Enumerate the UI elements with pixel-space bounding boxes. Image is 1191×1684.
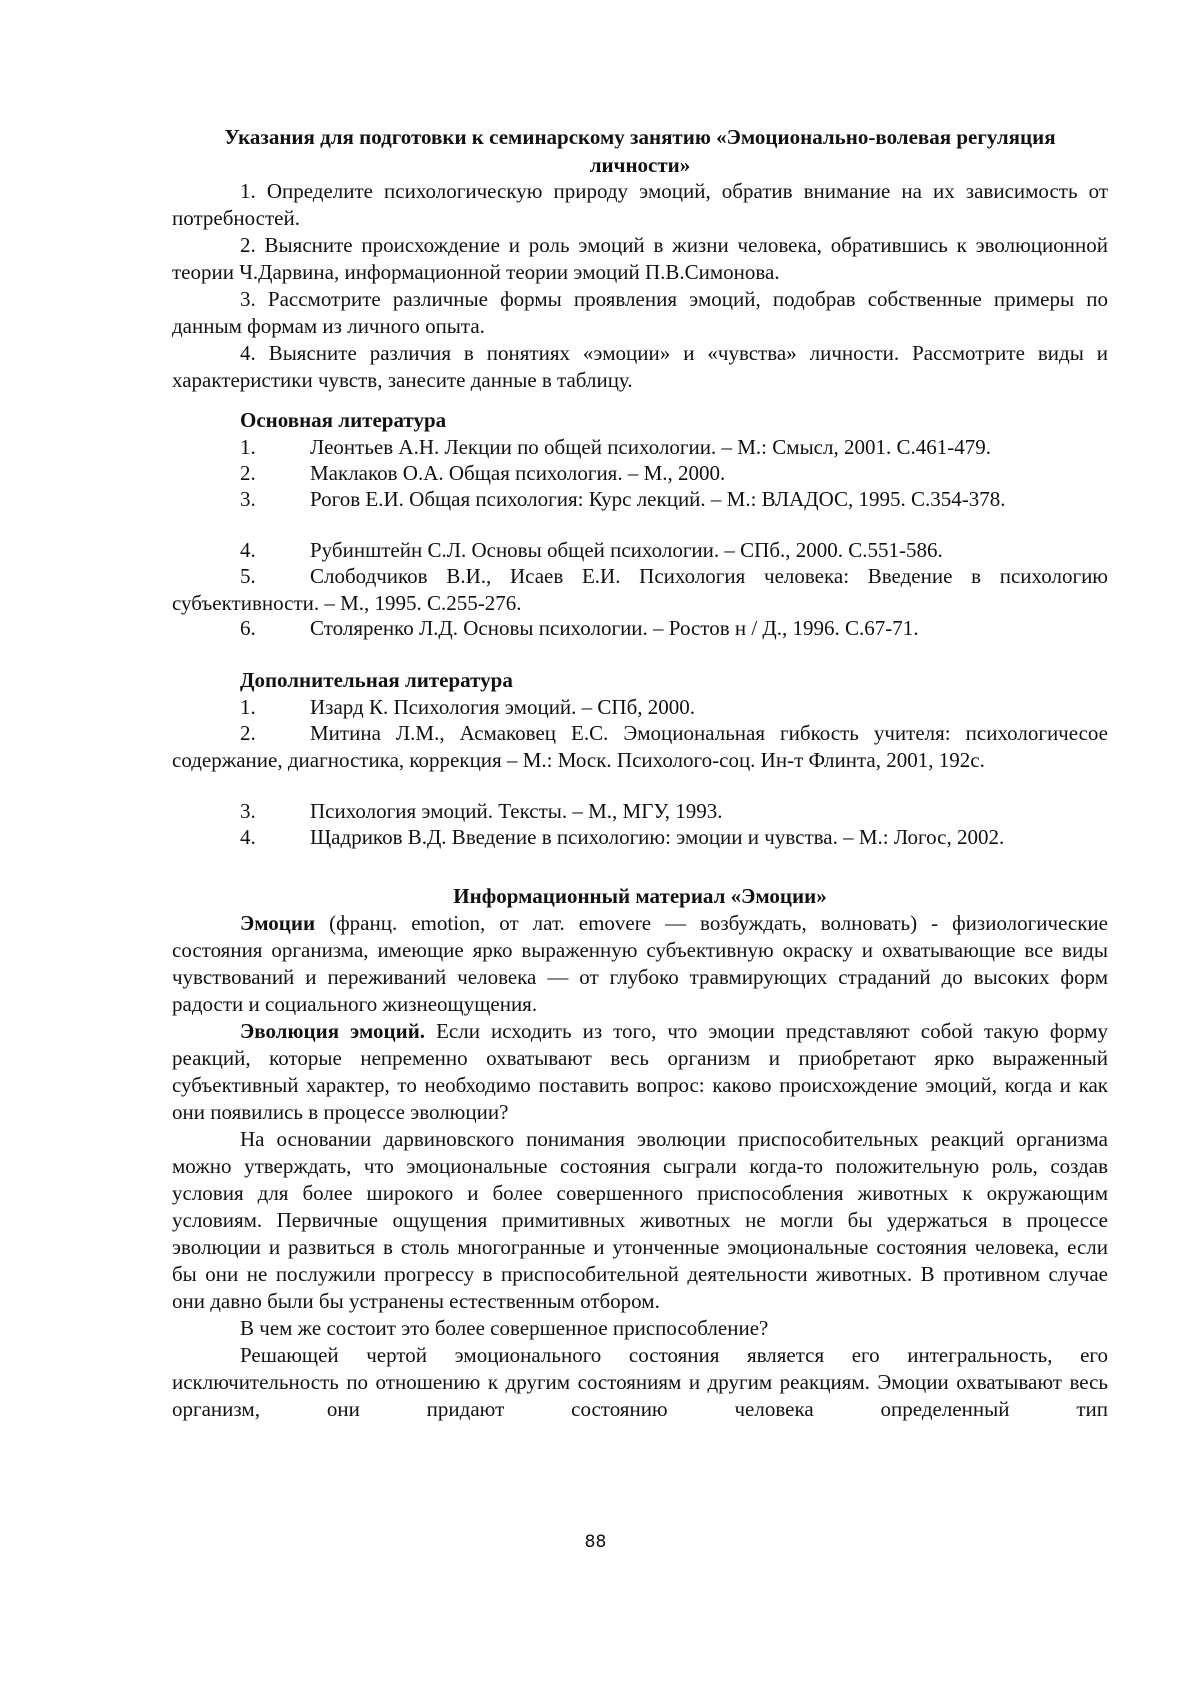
- task-item: 4. Выясните различия в понятиях «эмоции» и «чувства» личности. Рассмотрите виды и характеристики чувств, занесите данные в таблицу.: [172, 341, 1108, 392]
- reference-item: [172, 824, 1108, 851]
- page-title: Указания для подготовки к семинарскому занятию «Эмоционально-волевая регуляция личности»: [224, 125, 1056, 177]
- main-literature-heading: Основная литература: [240, 408, 447, 432]
- page-number: 88: [584, 1532, 607, 1552]
- info-paragraph: [172, 1018, 1108, 1126]
- info-paragraph-text: Если исходить из того, что эмоции представляют собой такую форму реакций, которые непременно охватывают весь организм и приобретают ярко выраженный субъективный характер, то необходимо поставить вопрос: каково происхождение эмоций, когда и как они появились в процессе эволюции?: [172, 1019, 1108, 1124]
- reference-number: 2.: [240, 721, 256, 745]
- reference-text: Митина Л.М., Асмаковец Е.С. Эмоциональная гибкость учителя: психологичесое содержание, диагностика, коррекция – М.: Моск. Психолого-соц. Ин-т Флинта, 2001, 192с.: [172, 721, 1108, 772]
- reference-text: Столяренко Л.Д. Основы психологии. – Ростов н / Д., 1996. С.67-71.: [310, 616, 919, 640]
- reference-text: Маклаков О.А. Общая психология. – М., 2000.: [310, 461, 726, 485]
- reference-item: [172, 434, 1108, 461]
- task-item: 2. Выясните происхождение и роль эмоций в жизни человека, обратившись к эволюционной теории Ч.Дарвина, информационной теории эмоций П.В.Симонова.: [172, 233, 1108, 284]
- info-paragraph-text: (франц. emotion, от лат. emovere — возбуждать, волновать) - физиологические состояния организма, имеющие ярко выраженную субъективную окраску и охватывающие все виды чувствований и переживаний человека — от глубоко травмирующих страданий до высоких форм радости и социального жизнеощущения.: [172, 911, 1108, 1016]
- info-material-heading: Информационный материал «Эмоции»: [453, 884, 827, 908]
- reference-number: 4.: [240, 538, 256, 562]
- term-evolution: Эволюция эмоций.: [240, 1019, 426, 1043]
- reference-item: [172, 563, 1108, 617]
- term-emotions: Эмоции: [240, 911, 316, 935]
- task-item: 3. Рассмотрите различные формы проявления эмоций, подобрав собственные примеры по данным формам из личного опыта.: [172, 287, 1108, 338]
- reference-number: 2.: [240, 461, 256, 485]
- task-list: [172, 178, 1108, 394]
- reference-text: Рубинштейн С.Л. Основы общей психологии. – СПб., 2000. С.551-586.: [310, 538, 943, 562]
- reference-text: Психология эмоций. Тексты. – М., МГУ, 1993.: [310, 799, 723, 823]
- reference-number: 6.: [240, 616, 256, 640]
- reference-item: [172, 694, 1108, 721]
- info-paragraph: В чем же состоит это более совершенное приспособление?: [240, 1316, 769, 1340]
- reference-item: [172, 798, 1108, 825]
- reference-number: 3.: [240, 487, 256, 511]
- info-body: [172, 910, 1108, 1423]
- reference-item: [172, 460, 1108, 487]
- reference-text: Изард К. Психология эмоций. – СПб, 2000.: [310, 695, 696, 719]
- reference-number: 1.: [240, 695, 256, 719]
- reference-number: 4.: [240, 825, 256, 849]
- reference-item: [172, 615, 1108, 642]
- info-paragraph: [172, 910, 1108, 1018]
- reference-text: Щадриков В.Д. Введение в психологию: эмоции и чувства. – М.: Логос, 2002.: [310, 825, 1005, 849]
- info-paragraph: Решающей чертой эмоционального состояния является его интегральность, его исключительность по отношению к другим состояниям и другим реакциям. Эмоции охватывают весь организм, они придают состоянию человека определенный тип: [172, 1343, 1108, 1421]
- reference-number: 5.: [240, 564, 256, 588]
- reference-number: 3.: [240, 799, 256, 823]
- info-paragraph: На основании дарвиновского понимания эволюции приспособительных реакций организма можно утверждать, что эмоциональные состояния сыграли когда-то положительную роль, создав условия для более широкого и более совершенного приспособления животных к окружающим условиям. Первичные ощущения примитивных животных не могли бы удержаться в процессе эволюции и развиться в столь многогранные и утонченные эмоциональные состояния человека, если бы они не послужили прогрессу в приспособительной деятельности животных. В противном случае они давно были бы устранены естественным отбором.: [172, 1127, 1108, 1313]
- reference-item: [172, 537, 1108, 564]
- reference-item: [172, 720, 1108, 774]
- reference-text: Слободчиков В.И., Исаев Е.И. Психология человека: Введение в психологию субъективности. – М., 1995. С.255-276.: [172, 564, 1108, 615]
- task-item: 1. Определите психологическую природу эмоций, обратив внимание на их зависимость от потребностей.: [172, 179, 1108, 230]
- reference-number: 1.: [240, 435, 256, 459]
- reference-text: Рогов Е.И. Общая психология: Курс лекций. – М.: ВЛАДОС, 1995. С.354-378.: [310, 487, 1006, 511]
- reference-text: Леонтьев А.Н. Лекции по общей психологии. – М.: Смысл, 2001. С.461-479.: [310, 435, 991, 459]
- reference-item: [172, 486, 1108, 513]
- additional-literature-heading: Дополнительная литература: [240, 668, 513, 692]
